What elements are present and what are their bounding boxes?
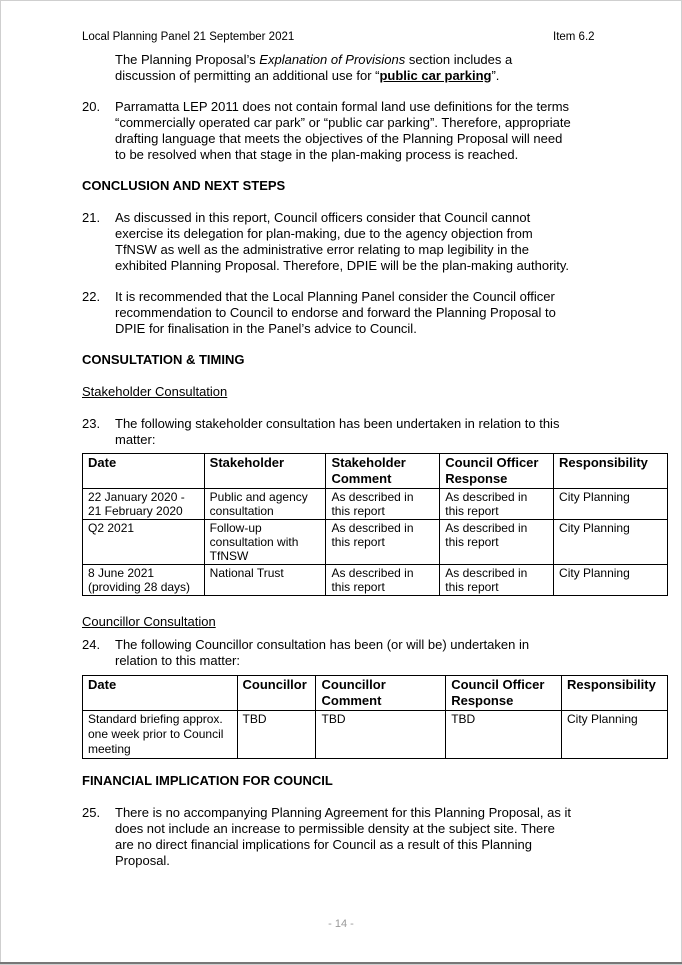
subheading-councillor-consultation: Councillor Consultation	[82, 614, 216, 629]
text-line: drafting language that meets the objectives of the Planning Proposal will need	[115, 131, 563, 146]
table-row	[83, 520, 668, 565]
table-row	[83, 489, 668, 520]
column-header-council-officer-response: Council Officer Response	[440, 454, 554, 489]
header-meeting-date: Local Planning Panel 21 September 2021	[82, 31, 295, 43]
text-line: There is no accompanying Planning Agreement for this Planning Proposal, as it	[115, 805, 571, 820]
text-line: It is recommended that the Local Planning Panel consider the Council officer	[115, 289, 555, 304]
text-line: Parramatta LEP 2011 does not contain formal land use definitions for the terms	[115, 99, 570, 114]
table-cell: City Planning	[554, 489, 668, 520]
column-header-stakeholder: Stakeholder	[204, 454, 326, 489]
heading-consultation: CONSULTATION & TIMING	[82, 352, 245, 367]
text-line: As discussed in this report, Council officers consider that Council cannot	[115, 210, 531, 225]
table-cell: Public and agency consultation	[204, 489, 326, 520]
column-header-stakeholder-comment: Stakeholder Comment	[326, 454, 440, 489]
text-line: relation to this matter:	[115, 653, 240, 668]
table-cell: As described in this report	[326, 565, 440, 596]
table-cell: As described in this report	[326, 489, 440, 520]
table-header-row	[83, 676, 668, 711]
table-cell: As described in this report	[440, 565, 554, 596]
table-cell: National Trust	[204, 565, 326, 596]
table-cell: Standard briefing approx. one week prior to Council meeting	[83, 711, 238, 759]
paragraph-number: 20.	[82, 99, 101, 114]
text-line: DPIE for finalisation in the Panel’s advice to Council.	[115, 321, 417, 336]
table-cell: TBD	[237, 711, 316, 759]
text-line: to be resolved when that stage in the plan-making process is reached.	[115, 147, 519, 162]
table-cell: As described in this report	[440, 520, 554, 565]
intro-paragraph	[115, 52, 635, 84]
table-cell: 8 June 2021 (providing 28 days)	[83, 565, 205, 596]
column-header-responsibility: Responsibility	[561, 676, 667, 711]
text-line: exhibited Planning Proposal. Therefore, DPIE will be the plan-making authority.	[115, 258, 570, 273]
text-line: are no direct financial implications for Council as a result of this Planning	[115, 837, 532, 852]
subheading-stakeholder-consultation: Stakeholder Consultation	[82, 384, 228, 399]
page-bottom-divider	[0, 962, 682, 964]
table-header-row	[83, 454, 668, 489]
table-cell: City Planning	[561, 711, 667, 759]
table-cell: 22 January 2020 - 21 February 2020	[83, 489, 205, 520]
text-line: exercise its delegation for plan-making, due to the agency objection from	[115, 226, 533, 241]
page-number: - 14 -	[328, 918, 354, 930]
stakeholder-consultation-table	[82, 453, 668, 596]
table-cell: As described in this report	[440, 489, 554, 520]
text-line: recommendation to Council to endorse and forward the Planning Proposal to	[115, 305, 556, 320]
table-row	[83, 711, 668, 759]
table-cell: City Planning	[554, 565, 668, 596]
heading-conclusion: CONCLUSION AND NEXT STEPS	[82, 178, 286, 193]
header-item-number: Item 6.2	[553, 31, 595, 43]
intro-line-2: discussion of permitting an additional use for “public car parking”.	[115, 68, 500, 83]
column-header-councillor: Councillor	[237, 676, 316, 711]
paragraph-number: 22.	[82, 289, 101, 304]
table-cell: Q2 2021	[83, 520, 205, 565]
text-line: does not include an increase to permissible density at the subject site. There	[115, 821, 555, 836]
text-line: The following stakeholder consultation has been undertaken in relation to this	[115, 416, 560, 431]
column-header-date: Date	[83, 454, 205, 489]
text-line: Proposal.	[115, 853, 170, 868]
table-cell: Follow-up consultation with TfNSW	[204, 520, 326, 565]
table-cell: As described in this report	[326, 520, 440, 565]
paragraph-number: 23.	[82, 416, 101, 431]
table-row	[83, 565, 668, 596]
table-cell: City Planning	[554, 520, 668, 565]
column-header-responsibility: Responsibility	[554, 454, 668, 489]
text-line: matter:	[115, 432, 156, 447]
text-line: “commercially operated car park” or “public car parking”. Therefore, appropriate	[115, 115, 571, 130]
table-cell: TBD	[316, 711, 446, 759]
column-header-councillor-comment: Councillor Comment	[316, 676, 446, 711]
paragraph-number: 24.	[82, 637, 101, 652]
column-header-council-officer-response: Council Officer Response	[446, 676, 562, 711]
intro-line-1: The Planning Proposal’s Explanation of Provisions section includes a	[115, 52, 513, 67]
text-line: TfNSW as well as the administrative error relating to map legibility in the	[115, 242, 529, 257]
councillor-consultation-table	[82, 675, 668, 759]
table-cell: TBD	[446, 711, 562, 759]
text-line: The following Councillor consultation has been (or will be) undertaken in	[115, 637, 530, 652]
paragraph-number: 21.	[82, 210, 101, 225]
paragraph-number: 25.	[82, 805, 101, 820]
heading-financial-implication: FINANCIAL IMPLICATION FOR COUNCIL	[82, 773, 333, 788]
column-header-date: Date	[83, 676, 238, 711]
